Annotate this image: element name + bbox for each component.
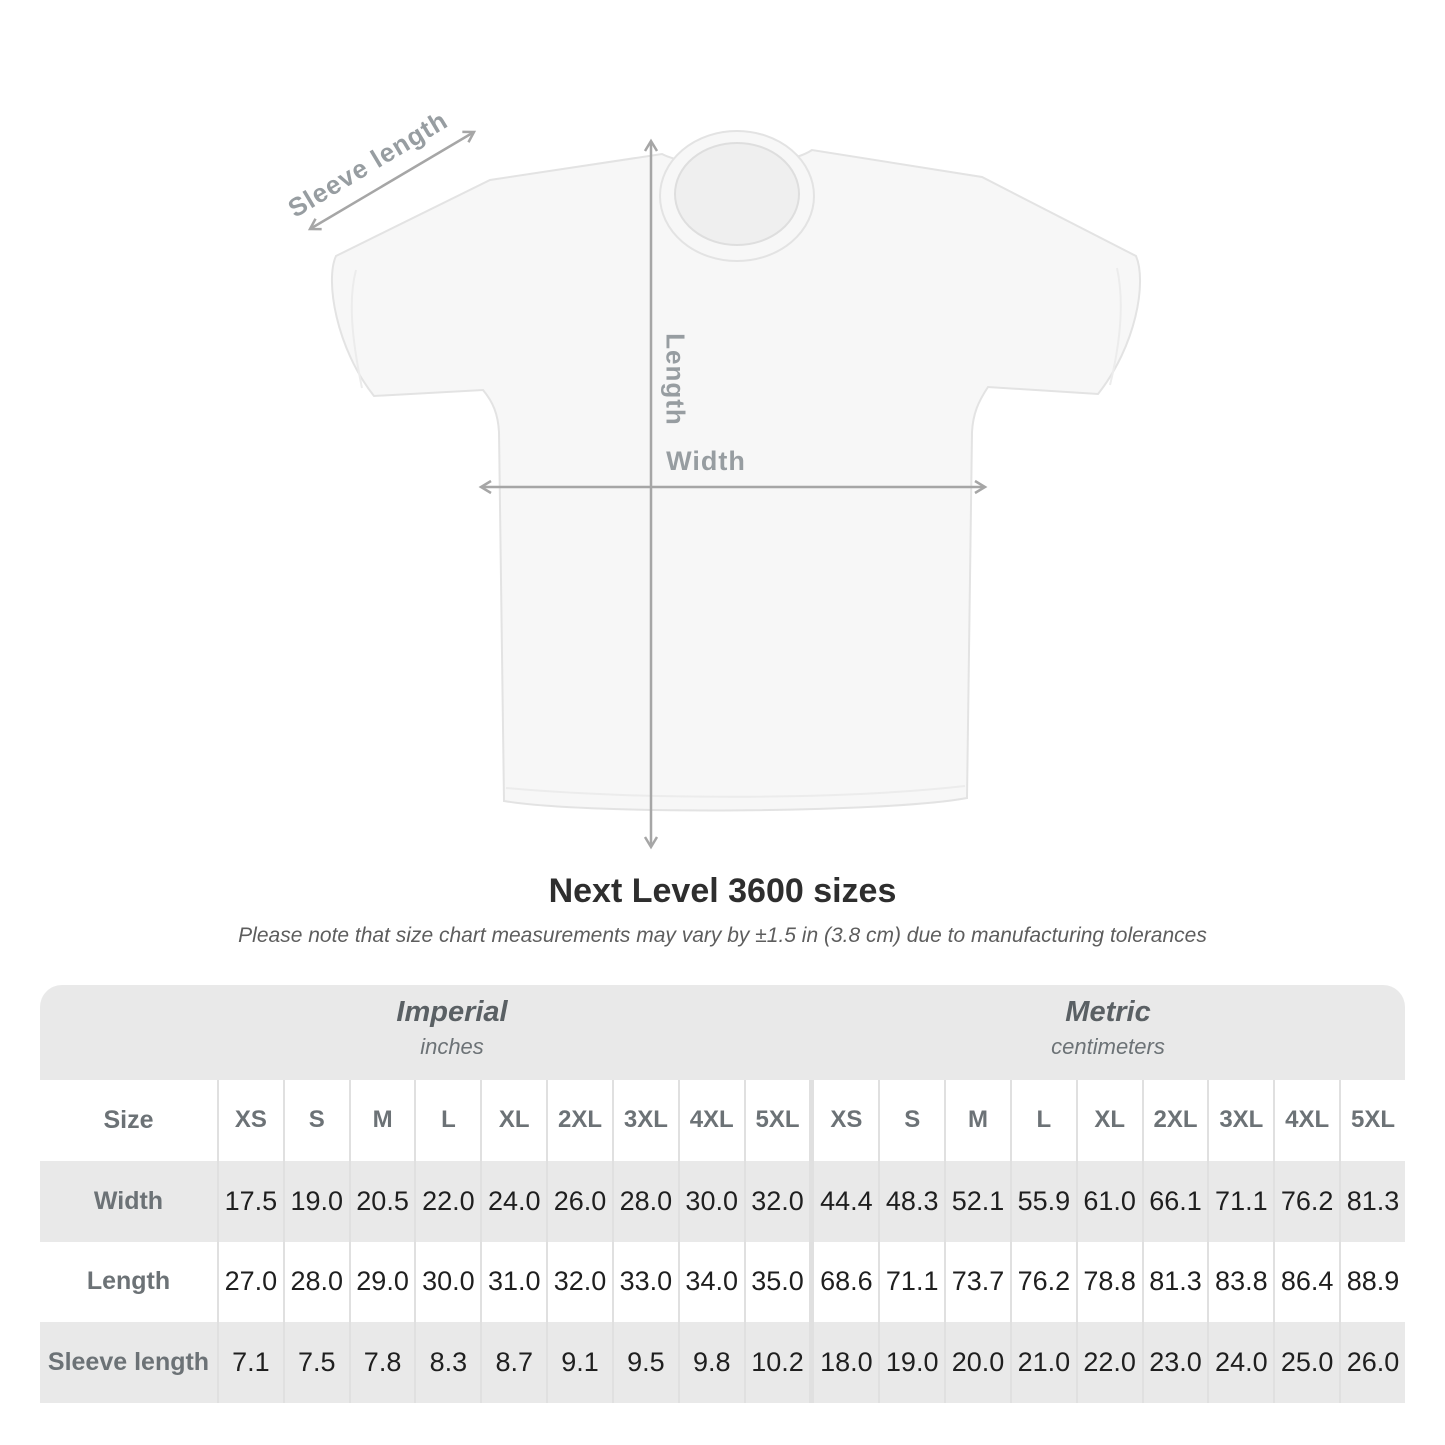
table-cell-metric: 81.3 (1339, 1161, 1405, 1242)
imperial-section-header (396, 996, 507, 1060)
size-col-header-imperial: 5XL (744, 1080, 810, 1161)
size-col-header-metric: 4XL (1273, 1080, 1339, 1161)
table-cell-imperial: 17.5 (217, 1161, 283, 1242)
width-label: Width (666, 446, 746, 476)
size-corner-label: Size (103, 1105, 154, 1134)
sleeve-length-label: Sleeve length (282, 104, 453, 224)
metric-section-header (1051, 996, 1165, 1060)
size-col-header-imperial: 3XL (612, 1080, 678, 1161)
table-cell-imperial: 7.1 (217, 1322, 283, 1403)
metric-unit: centimeters (1051, 1034, 1165, 1059)
table-cell-imperial: 9.8 (678, 1322, 744, 1403)
table-cell-metric: 71.1 (878, 1242, 944, 1323)
table-cell-imperial: 32.0 (744, 1161, 810, 1242)
table-cell-metric: 61.0 (1076, 1161, 1142, 1242)
size-col-header-imperial: 2XL (546, 1080, 612, 1161)
imperial-title: Imperial (396, 996, 508, 1028)
table-cell-metric: 24.0 (1207, 1322, 1273, 1403)
table-cell-metric: 71.1 (1207, 1161, 1273, 1242)
collar-inner (675, 143, 799, 245)
table-cell-imperial: 19.0 (283, 1161, 349, 1242)
table-cell-metric: 78.8 (1076, 1242, 1142, 1323)
table-cell-metric: 22.0 (1076, 1322, 1142, 1403)
size-col-header-metric: 5XL (1339, 1080, 1405, 1161)
size-col-header-metric: 2XL (1142, 1080, 1208, 1161)
table-cell-imperial: 9.1 (546, 1322, 612, 1403)
table-row-length (40, 1242, 1405, 1323)
tolerance-note: Please note that size chart measurements may vary by ±1.5 in (3.8 cm) due to manufacturing tolerances (238, 924, 1207, 947)
table-cell-metric: 21.0 (1010, 1322, 1076, 1403)
table-cell-imperial: 28.0 (612, 1161, 678, 1242)
size-table (40, 1080, 1405, 1403)
size-col-header-imperial: L (414, 1080, 480, 1161)
table-cell-metric: 18.0 (809, 1322, 878, 1403)
table-cell-metric: 48.3 (878, 1161, 944, 1242)
page-title: Next Level 3600 sizes (548, 872, 897, 910)
table-cell-imperial: 10.2 (744, 1322, 810, 1403)
size-chart-panel (40, 985, 1405, 1403)
table-row-width (40, 1161, 1405, 1242)
table-cell-imperial: 28.0 (283, 1242, 349, 1323)
table-cell-metric: 88.9 (1339, 1242, 1405, 1323)
size-header-row (40, 1080, 1405, 1161)
table-row-sleeve-length (40, 1322, 1405, 1403)
table-cell-metric: 73.7 (944, 1242, 1010, 1323)
imperial-unit: inches (420, 1034, 484, 1059)
row-label: Length (86, 1267, 171, 1296)
table-cell-imperial: 8.3 (414, 1322, 480, 1403)
size-col-header-metric: XS (809, 1080, 878, 1161)
table-cell-metric: 44.4 (809, 1161, 878, 1242)
row-label: Width (93, 1186, 164, 1215)
size-col-header-metric: XL (1076, 1080, 1142, 1161)
table-cell-metric: 86.4 (1273, 1242, 1339, 1323)
table-cell-imperial: 9.5 (612, 1322, 678, 1403)
size-col-header-metric: L (1010, 1080, 1076, 1161)
table-cell-metric: 23.0 (1142, 1322, 1208, 1403)
table-cell-imperial: 35.0 (744, 1242, 810, 1323)
table-cell-imperial: 30.0 (414, 1242, 480, 1323)
table-cell-metric: 55.9 (1010, 1161, 1076, 1242)
table-cell-metric: 66.1 (1142, 1161, 1208, 1242)
table-cell-imperial: 27.0 (217, 1242, 283, 1323)
table-cell-metric: 20.0 (944, 1322, 1010, 1403)
table-cell-metric: 76.2 (1010, 1242, 1076, 1323)
length-label: Length (660, 333, 691, 426)
table-cell-imperial: 7.8 (349, 1322, 415, 1403)
table-cell-imperial: 32.0 (546, 1242, 612, 1323)
size-col-header-imperial: M (349, 1080, 415, 1161)
table-cell-metric: 52.1 (944, 1161, 1010, 1242)
table-cell-imperial: 34.0 (678, 1242, 744, 1323)
table-cell-imperial: 29.0 (349, 1242, 415, 1323)
metric-title: Metric (1065, 996, 1151, 1028)
size-col-header-imperial: XS (217, 1080, 283, 1161)
row-label: Sleeve length (47, 1348, 210, 1377)
table-cell-imperial: 33.0 (612, 1242, 678, 1323)
table-cell-imperial: 8.7 (480, 1322, 546, 1403)
size-col-header-metric: S (878, 1080, 944, 1161)
table-cell-metric: 76.2 (1273, 1161, 1339, 1242)
size-col-header-imperial: XL (480, 1080, 546, 1161)
table-cell-imperial: 7.5 (283, 1322, 349, 1403)
table-cell-imperial: 20.5 (349, 1161, 415, 1242)
table-cell-metric: 68.6 (809, 1242, 878, 1323)
table-cell-metric: 83.8 (1207, 1242, 1273, 1323)
size-col-header-imperial: 4XL (678, 1080, 744, 1161)
table-cell-imperial: 31.0 (480, 1242, 546, 1323)
table-cell-metric: 81.3 (1142, 1242, 1208, 1323)
table-cell-metric: 26.0 (1339, 1322, 1405, 1403)
table-cell-metric: 25.0 (1273, 1322, 1339, 1403)
size-col-header-metric: M (944, 1080, 1010, 1161)
table-cell-imperial: 26.0 (546, 1161, 612, 1242)
unit-headers (40, 985, 1405, 1080)
table-cell-imperial: 30.0 (678, 1161, 744, 1242)
size-col-header-imperial: S (283, 1080, 349, 1161)
table-cell-metric: 19.0 (878, 1322, 944, 1403)
size-col-header-metric: 3XL (1207, 1080, 1273, 1161)
table-cell-imperial: 24.0 (480, 1161, 546, 1242)
table-cell-imperial: 22.0 (414, 1161, 480, 1242)
